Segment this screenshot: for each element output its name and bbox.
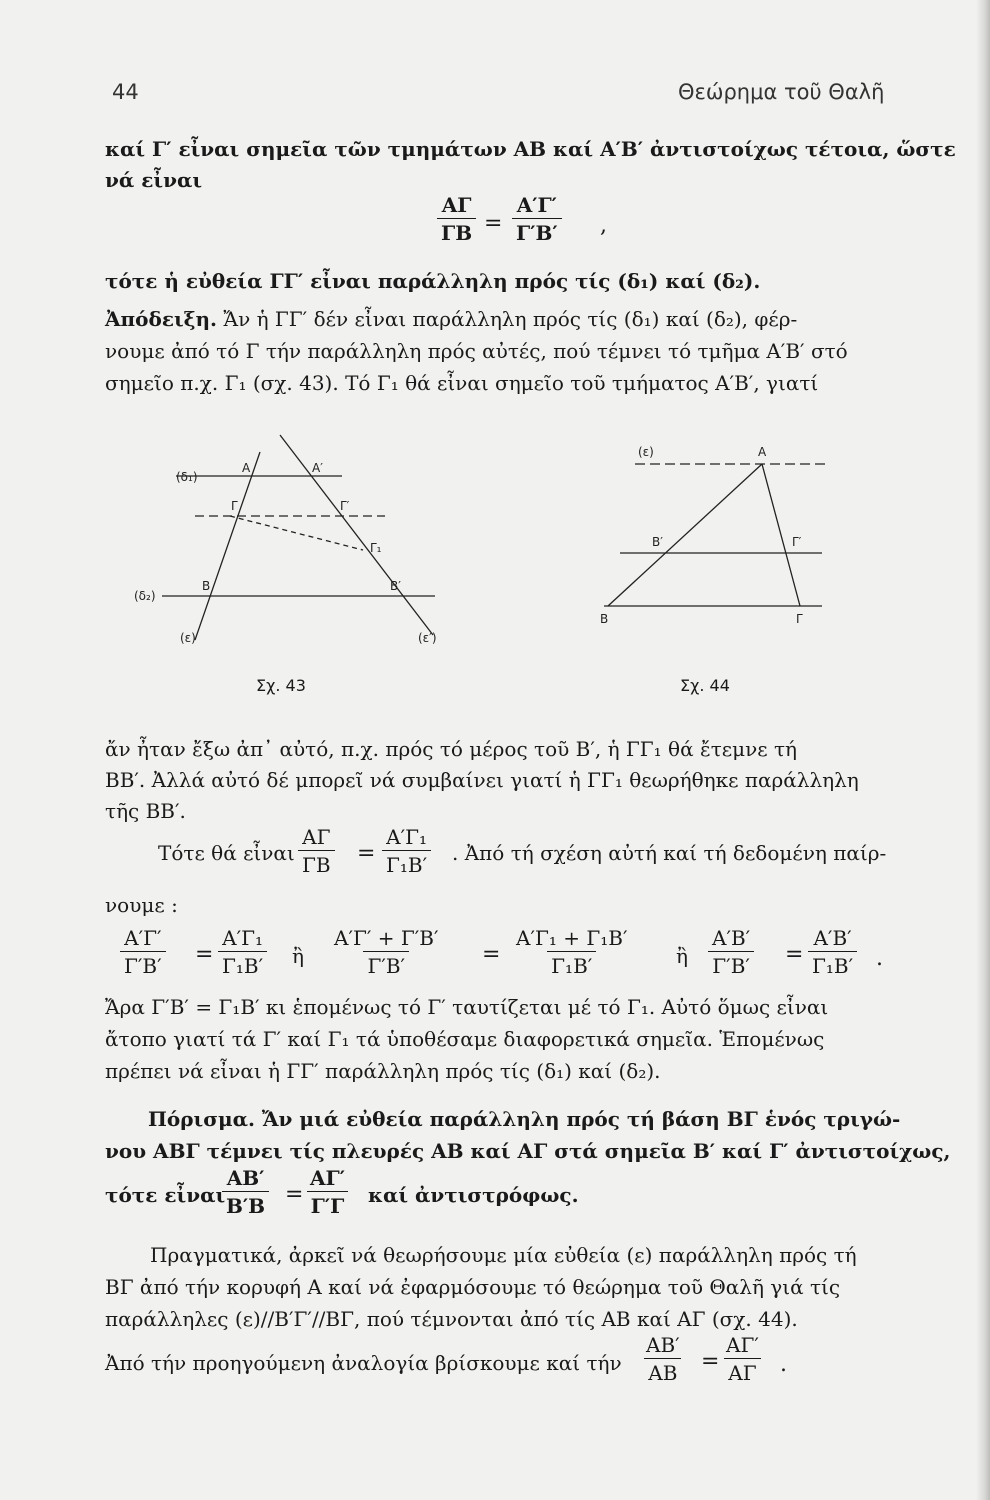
tote-suffix: . Ἀπό τή σχέση αὐτή καί τή δεδομένη παίρ- [452,841,887,865]
denominator: Β′Β [222,1191,269,1218]
label-e: (ε) [638,445,654,459]
fraction [120,926,166,978]
fraction [722,1333,763,1385]
numerator: ΑΓ′ [726,1333,759,1357]
label-b: Β [600,612,609,626]
closing-line-2: ΒΓ ἀπό τήν κορυφή Α καί νά ἐφαρμόσουμε τό θεώρημα τοῦ Θαλῆ γιά τίς [105,1275,841,1299]
closing-line-3: παράλληλες (ε)//Β′Γ′//ΒΓ, πού τέμνονται ἀπό τίς ΑΒ καί ΑΓ (σχ. 44). [105,1307,798,1331]
page-edge-shadow [976,0,990,1500]
numerator: Α′Β′ [712,926,751,950]
period: . [780,1352,787,1377]
fraction [512,926,631,978]
equals-sign: = [482,942,501,967]
denominator: Γ′Β′ [512,218,562,245]
proof-line-3: σημεῖο π.χ. Γ₁ (σχ. 43). Τό Γ₁ θά εἶναι σημεῖο τοῦ τμήματος Α′Β′, γιατί [105,371,819,395]
denominator: ΑΒ [644,1358,681,1385]
numerator: ΑΒ′ [646,1333,680,1357]
label-b: Β [202,579,211,593]
label-a: Α [242,461,251,475]
statement-line-2: νά εἶναι [105,168,203,192]
period: . [876,946,883,971]
proof-line-1 [105,304,895,335]
fraction [642,1333,684,1385]
comma: , [600,213,607,238]
side-ab [608,464,762,606]
numerator: Α′Γ′ + Γ′Β′ [334,926,439,950]
fraction [306,1166,349,1218]
label-e: (ε) [180,631,196,645]
or-word: ἢ [676,944,688,968]
fraction [218,926,267,978]
label-a: Α [758,445,767,459]
corollary-text: Ἄν μιά εὐθεία παράλληλη πρός τή βάση ΒΓ ἑνός τριγώ- [261,1107,901,1131]
running-title: Θεώρημα τοῦ Θαλῆ [678,80,885,104]
numerator: Α′Γ′ [124,926,162,950]
fraction [382,825,431,877]
label-a-prime: Α′ [312,461,323,475]
proof-line-7: νουμε : [105,893,178,917]
denominator: Γ₁Β′ [808,951,857,978]
proof-text: Ἄν ἡ ΓΓ′ δέν εἶναι παράλληλη πρός τίς (δ₁) καί (δ₂), φέρ- [223,307,798,331]
numerator: Α′Γ₁ [222,926,264,950]
proof-line-10: πρέπει νά εἶναι ἡ ΓΓ′ παράλληλη πρός τίς (δ₁) καί (δ₂). [105,1059,661,1083]
fraction [330,926,443,978]
denominator: Γ₁Β′ [547,951,596,978]
numerator: ΑΓ′ [310,1166,345,1190]
denominator: Γ′Β′ [708,951,754,978]
label-g: Γ [796,612,803,626]
corollary-heading: Πόρισμα. [148,1107,255,1131]
proof-line-9: ἄτοπο γιατί τά Γ′ καί Γ₁ τά ὑποθέσαμε διαφορετικά σημεῖα. Ἑπομένως [105,1027,825,1051]
equals-sign: = [357,841,376,866]
equals-sign: = [195,942,214,967]
figure-43 [120,430,480,660]
label-e-prime: (ε′) [418,631,437,645]
label-g-prime: Γ′ [792,535,802,549]
fraction [808,926,857,978]
label-g: Γ [231,499,238,513]
proof-line-8: Ἄρα Γ′Β′ = Γ₁Β′ κι ἑπομένως τό Γ′ ταυτίζεται μέ τό Γ₁. Αὐτό ὅμως εἶναι [105,995,829,1019]
denominator: ΑΓ [724,1358,760,1385]
closing-line-1: Πραγματικά, ἀρκεῖ νά θεωρήσουμε μία εὐθεία (ε) παράλληλη πρός τή [150,1243,857,1267]
label-d2: (δ₂) [134,589,156,603]
denominator: Γ′Β′ [363,951,409,978]
numerator: ΑΓ [302,825,331,849]
closing-line-4: Ἀπό τήν προηγούμενη ἀναλογία βρίσκουμε καί τήν [105,1351,622,1375]
denominator: ΓΒ [437,218,476,245]
line-e [195,452,260,640]
corollary-prefix: τότε εἶναι [105,1183,226,1207]
tote-prefix: Τότε θά εἶναι [158,841,295,865]
denominator: Γ′Γ [307,1191,349,1218]
page-number: 44 [112,80,139,104]
proof-line-6: τῆς ΒΒ′. [105,799,186,823]
proof-line-5: ΒΒ′. Ἀλλά αὐτό δέ μπορεῖ νά συμβαίνει γιατί ἡ ΓΓ₁ θεωρήθηκε παράλληλη [105,768,859,792]
numerator: Α′Γ₁ [386,825,428,849]
equals-sign: = [484,211,503,236]
denominator: Γ′Β′ [120,951,166,978]
fraction [512,193,562,245]
statement-line-1: καί Γ′ εἶναι σημεῖα τῶν τμημάτων ΑΒ καί Α′Β′ ἀντιστοίχως τέτοια, ὥστε [105,137,956,161]
equals-sign: = [701,1349,720,1374]
fraction [437,193,476,245]
figure-43-caption: Σχ. 43 [256,676,306,695]
equals-sign: = [285,1182,304,1207]
statement-conclusion: τότε ἡ εὐθεία ΓΓ′ εἶναι παράλληλη πρός τίς (δ₁) καί (δ₂). [105,269,761,293]
denominator: ΓΒ [298,850,335,877]
numerator: Α′Γ′ [516,193,557,217]
numerator: ΑΒ′ [226,1166,265,1190]
equals-sign: = [785,942,804,967]
or-word: ἢ [292,944,304,968]
label-d1: (δ₁) [176,470,198,484]
fraction [222,1166,269,1218]
figure-44-caption: Σχ. 44 [680,676,730,695]
segment-gg1 [230,516,363,550]
proof-heading: Ἀπόδειξη. [105,307,218,331]
label-g-prime: Γ′ [340,499,350,513]
label-g1: Γ₁ [370,541,382,555]
fraction [298,825,335,877]
denominator: Γ₁Β′ [218,951,267,978]
corollary-line-1 [148,1104,901,1135]
numerator: Α′Γ₁ + Γ₁Β′ [516,926,628,950]
label-b-prime: Β′ [390,579,401,593]
corollary-line-2: νου ΑΒΓ τέμνει τίς πλευρές ΑΒ καί ΑΓ στά σημεῖα Β′ καί Γ′ ἀντιστοίχως, [105,1139,951,1163]
numerator: Α′Β′ [813,926,852,950]
proof-line-2: νουμε ἀπό τό Γ τήν παράλληλη πρός αὐτές, πού τέμνει τό τμῆμα Α′Β′ στό [105,339,848,363]
figure-44 [590,430,840,630]
proof-line-4: ἄν ἦταν ἔξω ἀπ᾽ αὐτό, π.χ. πρός τό μέρος τοῦ Β′, ἡ ΓΓ₁ θά ἔτεμνε τή [105,737,798,761]
denominator: Γ₁Β′ [382,850,431,877]
fraction [708,926,754,978]
label-b-prime: Β′ [652,535,663,549]
numerator: ΑΓ [441,193,472,217]
corollary-suffix: καί ἀντιστρόφως. [368,1183,579,1207]
